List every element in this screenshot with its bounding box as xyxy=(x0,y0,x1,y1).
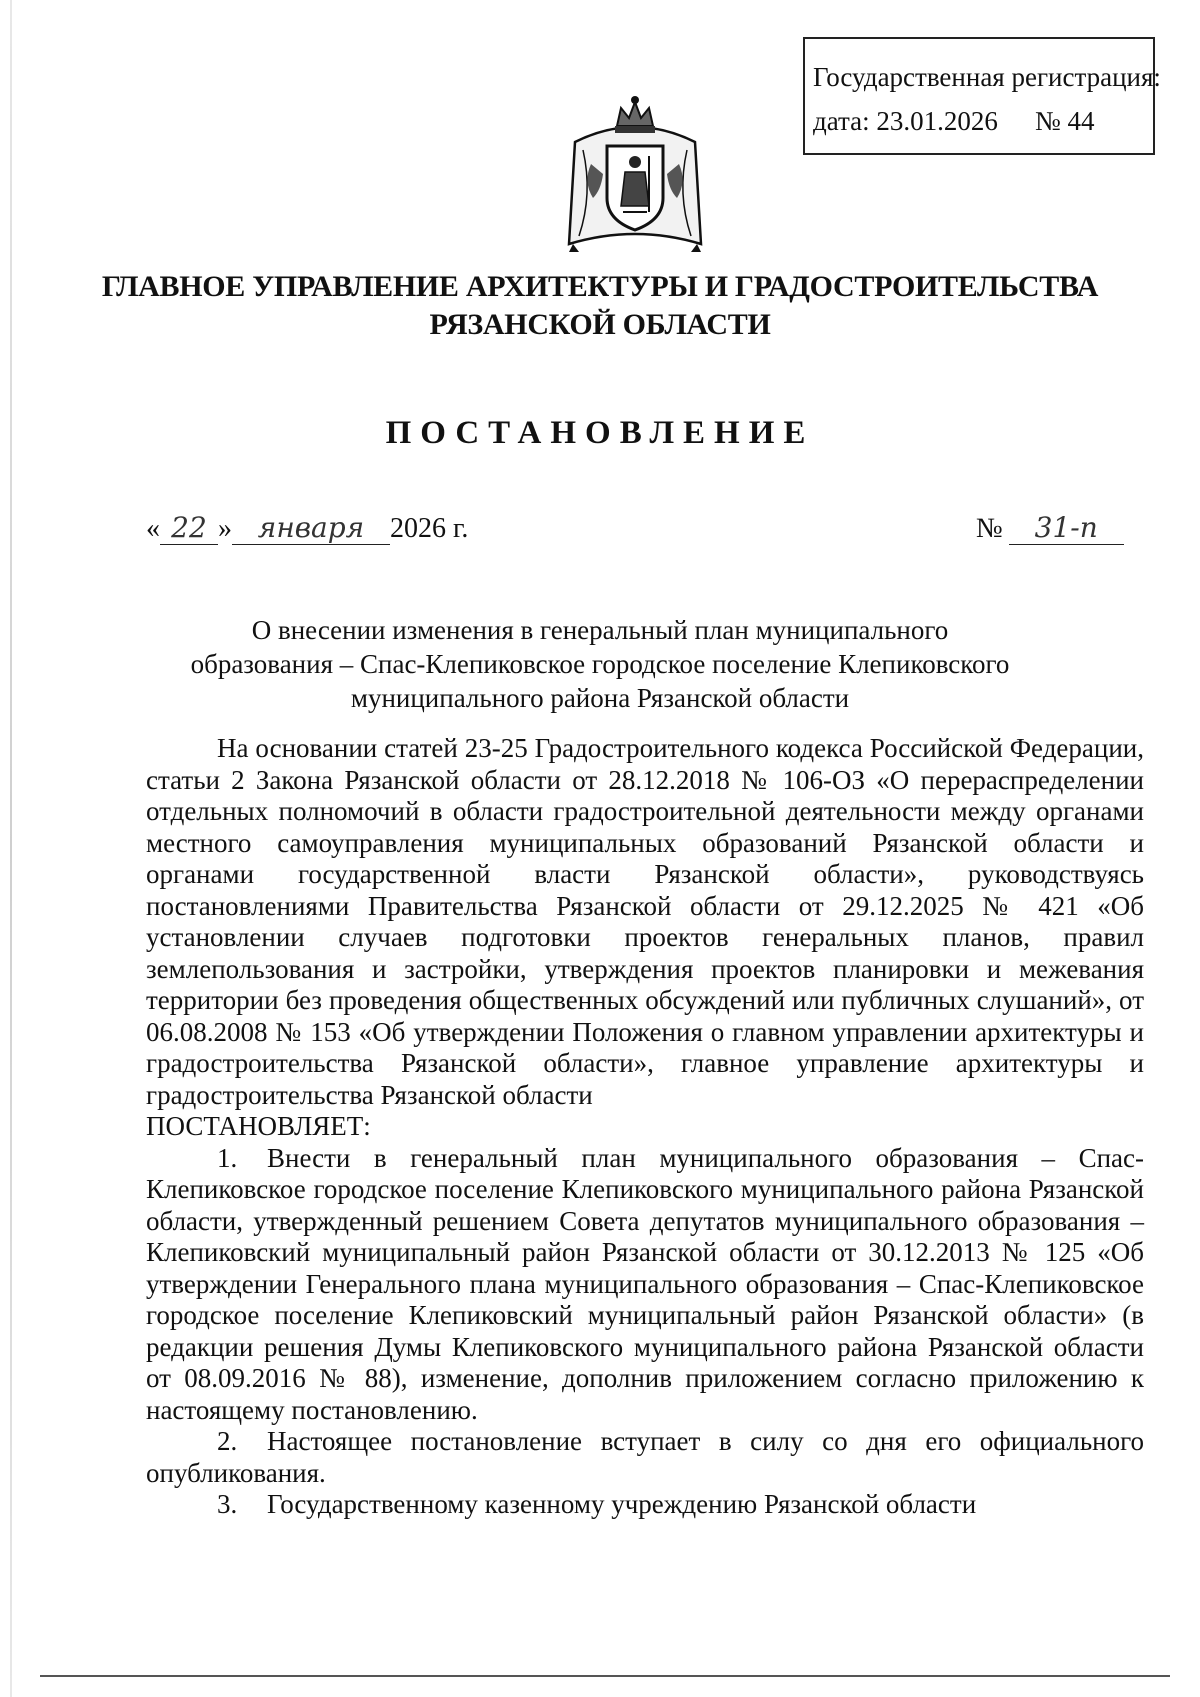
registration-date: дата: 23.01.2026 xyxy=(813,106,998,136)
agency-name-line-1: ГЛАВНОЕ УПРАВЛЕНИЕ АРХИТЕКТУРЫ И ГРАДОСТРОИТЕЛЬСТВА xyxy=(101,270,1099,303)
scan-bottom-edge xyxy=(40,1675,1170,1677)
item-number: 1. xyxy=(217,1142,238,1173)
document-type-title: ПОСТАНОВЛЕНИЕ xyxy=(385,415,815,451)
handwritten-day: 22 xyxy=(160,513,218,545)
date-close-quote: » xyxy=(218,513,232,544)
subject-line-1: О внесении изменения в генеральный план муниципального xyxy=(251,615,949,645)
item-number: 2. xyxy=(217,1426,238,1456)
number-sign: № xyxy=(976,513,1003,544)
agency-name-line-2: РЯЗАНСКОЙ ОБЛАСТИ xyxy=(429,308,771,341)
subject-line-3: муниципального района Рязанской области xyxy=(350,683,850,713)
document-subject xyxy=(120,613,1080,715)
registration-title: Государственная регистрация: xyxy=(813,62,1161,92)
handwritten-number: 31-п xyxy=(1009,513,1124,545)
date-open-quote: « xyxy=(146,513,160,544)
coat-of-arms-icon xyxy=(563,94,707,252)
decree-item-3 xyxy=(146,1489,1144,1521)
preamble-paragraph: На основании статей 23-25 Градостроительного кодекса Российской Федерации, статьи 2 Закона Рязанской области от 28.12.2018 № 106-ОЗ «О перераспределении отдельных полномочий в области градостроительной деятельности между органами местного самоуправления муниципальных образований Рязанской области и органами государственной власти Рязанской области», руководствуясь постановлениями Правительства Рязанской области от 29.12.2025 № 421 «Об установлении случаев подготовки проектов генеральных планов, правил землепользования и застройки, утверждения проектов планировки и межевания территории без проведения общественных обсуждений или публичных слушаний», от 06.08.2008 № 153 «Об утверждении Положения о главном управлении архитектуры и градостроительства Рязанской области», главное управление архитектуры и градостроительства Рязанской области xyxy=(146,733,1144,1110)
document-body xyxy=(146,733,1144,1521)
decree-word: ПОСТАНОВЛЯЕТ: xyxy=(146,1111,371,1141)
subject-line-2: образования – Спас-Клепиковское городское поселение Клепиковского xyxy=(190,649,1010,679)
document-date xyxy=(146,513,468,545)
item-text: Внести в генеральный план муниципального образования – Спас-Клепиковское городское поселение Клепиковского муниципального района Рязанской области, утвержденный решением Совета депутатов муниципального образования – Клепиковский муниципальный район Рязанской области от 30.12.2013 № 125 «Об утверждении Генерального плана муниципального образования – Спас-Клепиковское городское поселение Клепиковский муниципальный район Рязанской области» (в редакции решения Думы Клепиковского муниципального района Рязанской области от 08.09.2016 № 88), изменение, дополнив приложением согласно приложению к настоящему постановлению. xyxy=(146,1142,1144,1425)
document-number xyxy=(976,513,1124,545)
item-text: Государственному казенному учреждению Рязанской области xyxy=(267,1489,977,1519)
registration-number: № 44 xyxy=(1035,106,1095,136)
decree-item-1 xyxy=(146,1143,1144,1427)
decree-item-2 xyxy=(146,1426,1144,1489)
handwritten-month: января xyxy=(232,513,390,545)
item-number: 3. xyxy=(217,1489,238,1519)
item-text: Настоящее постановление вступает в силу со дня его официального опубликования. xyxy=(146,1426,1144,1488)
date-year: 2026 г. xyxy=(390,513,469,544)
registration-stamp-box xyxy=(803,37,1155,155)
scan-left-edge xyxy=(10,0,12,1697)
